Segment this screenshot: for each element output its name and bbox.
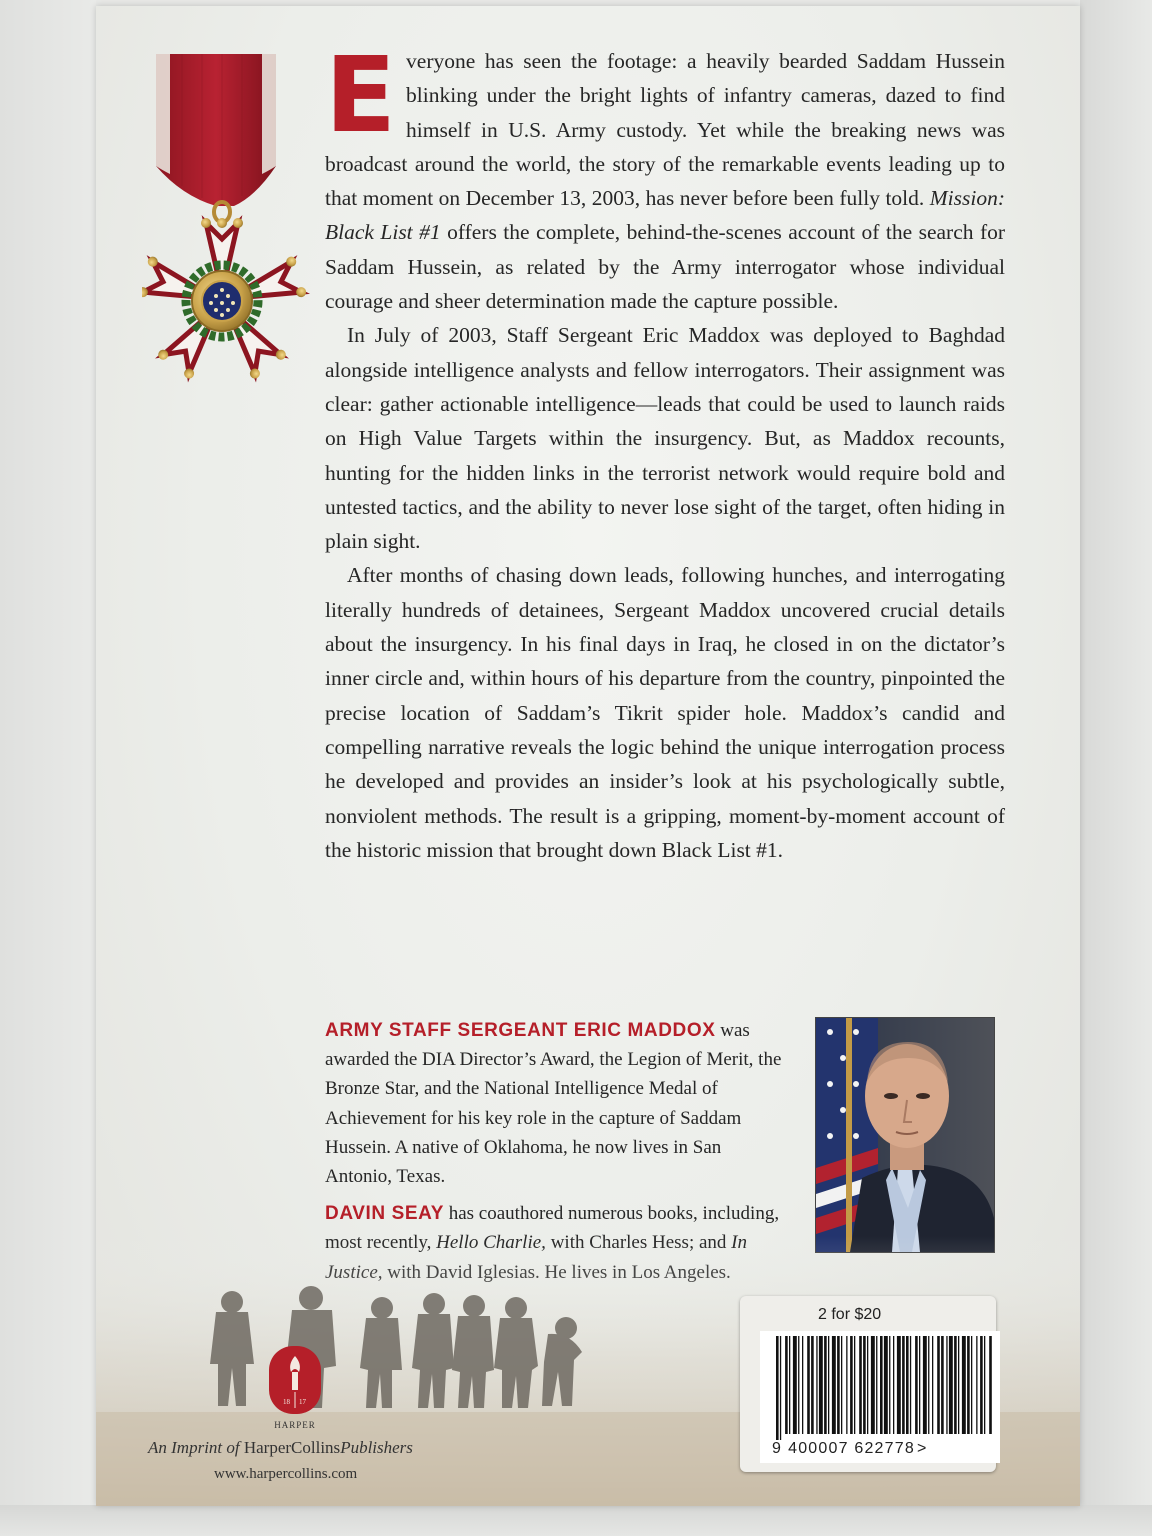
barcode-bar — [816, 1336, 817, 1434]
barcode-bar — [880, 1336, 883, 1434]
barcode-bar — [828, 1336, 829, 1434]
publisher-url: www.harpercollins.com — [214, 1466, 358, 1482]
barcode-bar — [832, 1336, 836, 1434]
barcode-bar — [902, 1336, 905, 1434]
barcode-bar — [876, 1336, 877, 1434]
imprint-brand: HarperCollins — [243, 1438, 341, 1457]
blurb-paragraph-2: In July of 2003, Staff Sergeant Eric Maddox was deployed to Baghdad alongside intelligence analysts and fellow interrogators. Their assignment was clear: gather actionable intelligence—leads that could be used to launch raids on High Value Targets within the insurgency. But, as Maddox recounts, hunting for the hidden links in the terrorist network would require bold and untested tactics, and the ability to never lose sight of the target, often hiding in plain sight. — [325, 323, 1005, 554]
barcode-bar — [824, 1336, 827, 1434]
harper-logo — [267, 1344, 323, 1434]
barcode-bar — [846, 1336, 847, 1434]
barcode-bar — [789, 1336, 790, 1434]
barcode-bar — [919, 1336, 920, 1434]
logo-year-left: 18 — [283, 1398, 290, 1406]
author1-name: ARMY STAFF SERGEANT ERIC MADDOX — [325, 1020, 716, 1041]
barcode-bar — [976, 1336, 977, 1434]
barcode-bar — [859, 1336, 862, 1434]
barcode-bar — [837, 1336, 840, 1434]
barcode-bar — [937, 1336, 940, 1434]
book-title: Mission: Black List #1 — [325, 186, 1006, 245]
barcode-image — [774, 1336, 996, 1440]
barcode-bar — [971, 1336, 972, 1434]
imprint-line — [148, 1438, 413, 1458]
isbn-digits: 400007 622778 — [788, 1440, 915, 1457]
barcode-bar — [776, 1336, 779, 1440]
barcode-bar — [798, 1336, 799, 1434]
barcode-bar — [928, 1336, 929, 1434]
barcode-bar — [802, 1336, 803, 1434]
barcode-bar — [984, 1336, 985, 1434]
barcode-bar — [893, 1336, 894, 1434]
barcode-bar — [915, 1336, 918, 1434]
barcode-bar — [980, 1336, 983, 1434]
blurb-paragraph-1 — [325, 34, 1006, 318]
blurb-paragraph-1-end: offers the complete, behind-the-scenes account of the search for Saddam Hussein, as related by the Army interrogator whose individual courage and sheer determination made the capture possible. — [325, 220, 1006, 314]
barcode-bar — [819, 1336, 823, 1434]
barcode-bar — [932, 1336, 933, 1434]
barcode-bar — [962, 1336, 966, 1434]
barcode-bar — [906, 1336, 909, 1434]
barcode-bar — [863, 1336, 866, 1434]
description-text — [325, 34, 1006, 867]
barcode-bar — [811, 1336, 814, 1434]
logo-year-right: 17 — [299, 1398, 306, 1406]
barcode-bar — [841, 1336, 842, 1434]
author1-text: was awarded the DIA Director’s Award, the Legion of Merit, the Bronze Star, and the National Intelligence Medal of Achievement for his key role in the capture of Saddam Hussein. A native of Oklahoma, he now lives in San Antonio, Texas. — [325, 1020, 782, 1188]
barcode-bar — [785, 1336, 788, 1434]
imprint-post: Publishers — [340, 1438, 413, 1457]
book-back-cover — [96, 6, 1080, 1506]
barcode-bar — [923, 1336, 927, 1434]
drop-cap: E — [325, 34, 397, 156]
barcode-bar — [889, 1336, 890, 1434]
barcode-bar — [854, 1336, 855, 1434]
barcode-bar — [910, 1336, 911, 1434]
barcode-bar — [884, 1336, 888, 1434]
barcode-bar — [793, 1336, 797, 1434]
barcode-bar — [967, 1336, 970, 1434]
surface — [0, 1505, 1152, 1536]
isbn-arrow: > — [916, 1440, 928, 1457]
blurb-paragraph-3: After months of chasing down leads, following hunches, and interrogating literally hundreds of detainees, Sergeant Maddox uncovered crucial details about the insurgency. In his final days in Iraq, he closed in on the dictator’s inner circle and, within hours of his departure from the country, pinpointed the precise location of Saddam’s Tikrit spider hole. Maddox’s candid and compelling narrative reveals the logic behind the unique interrogation process he developed and provides an insider’s look at his psychologically subtle, nonviolent methods. The result is a gripping, moment-by-moment account of the historic mission that brought down Black List #1. — [325, 563, 1005, 862]
barcode-bar — [807, 1336, 810, 1434]
logo-name: HARPER — [274, 1420, 316, 1430]
author1-bio — [325, 1016, 787, 1191]
barcode-bar — [949, 1336, 953, 1434]
barcode-bar — [958, 1336, 959, 1434]
imprint-pre: An Imprint of — [148, 1438, 240, 1457]
isbn-lead: 9 — [772, 1440, 783, 1457]
background-right — [1080, 0, 1152, 1536]
barcode-bar — [867, 1336, 868, 1434]
legion-of-merit-medal-image — [142, 46, 312, 386]
barcode-bar — [946, 1336, 947, 1434]
barcode-bar — [954, 1336, 957, 1434]
author2-name: DAVIN SEAY — [325, 1203, 444, 1225]
barcode-bar — [780, 1336, 781, 1440]
barcode-bar — [897, 1336, 901, 1434]
barcode-bar — [871, 1336, 875, 1434]
barcode-bar — [850, 1336, 853, 1434]
price-label: 2 for $20 — [818, 1306, 882, 1323]
barcode-bar — [941, 1336, 944, 1434]
author2-text-pre: has coauthored numerous books, including, — [448, 1203, 780, 1225]
barcode-bar — [989, 1336, 992, 1434]
author-photo — [815, 1017, 995, 1253]
isbn-number — [772, 1440, 1004, 1458]
background-left — [0, 0, 96, 1536]
blurb-paragraph-1-text: veryone has seen the footage: a heavily bearded Saddam Hussein blinking under the bright lights of infantry cameras, dazed to find himself in U.S. Army custody. Yet while the breaking news was broadcast around the world, the story of the remarkable events leading up to that moment on December 13, 2003, has never before been fully told. — [325, 49, 1005, 211]
